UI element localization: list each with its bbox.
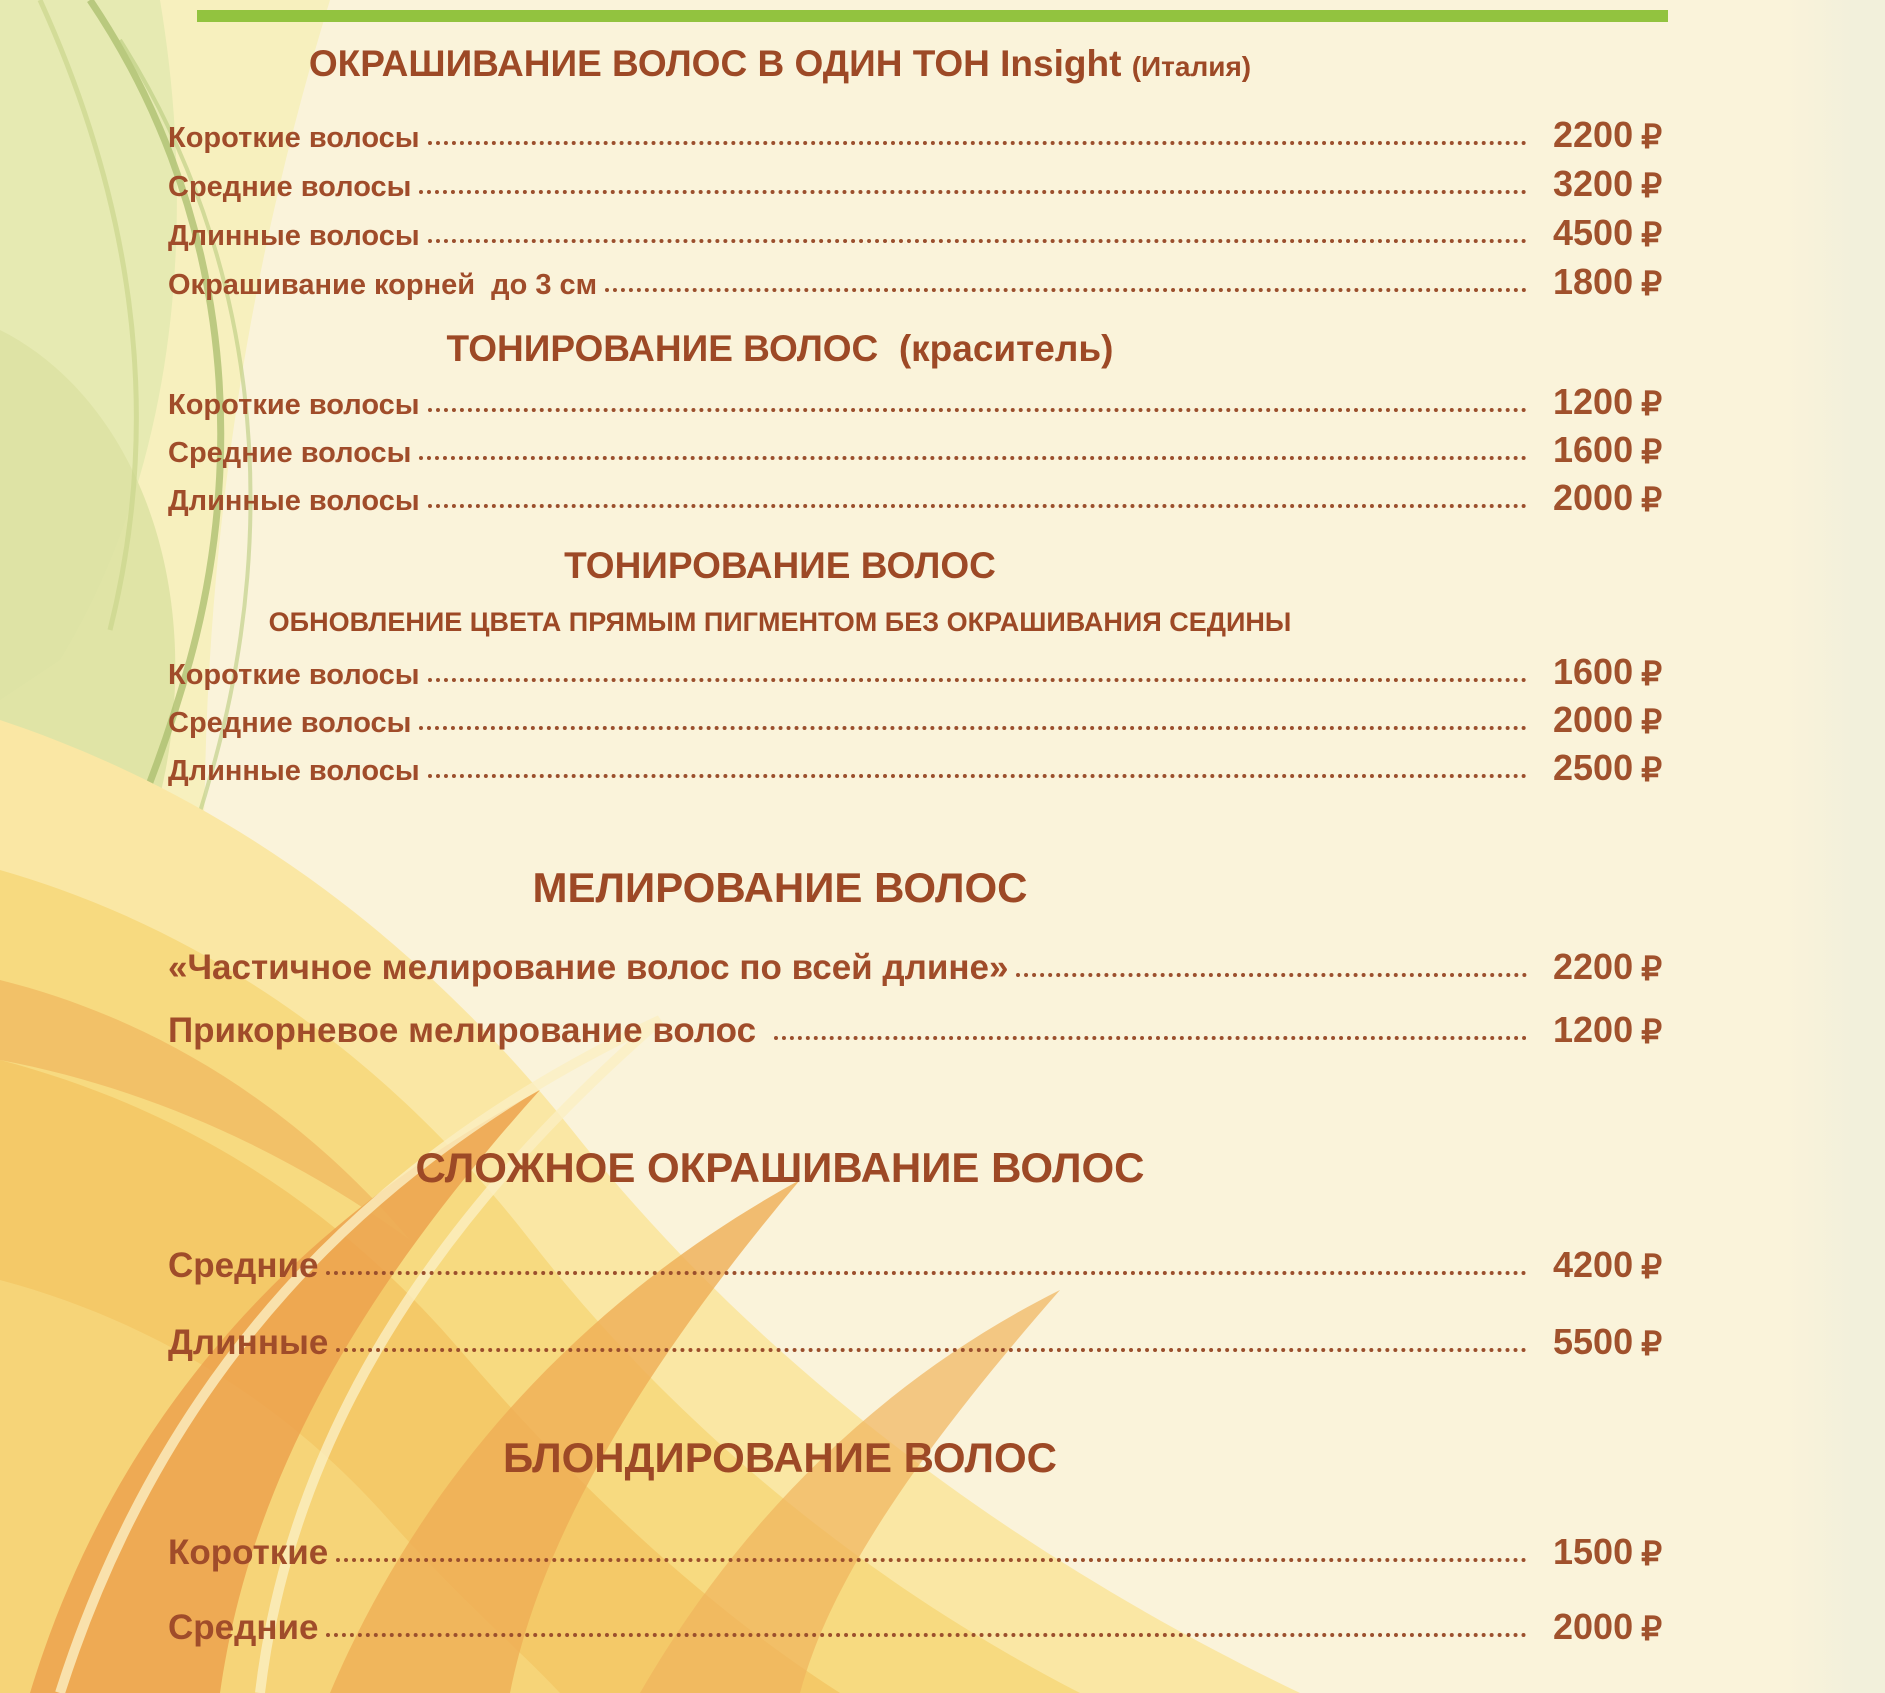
service-price (1553, 261, 1705, 302)
section-rows-one-tone-coloring (168, 104, 1705, 300)
ruble-sign: ₽ (1641, 385, 1663, 422)
price-value: 2200 (1553, 946, 1634, 987)
dot-leader (428, 774, 1527, 778)
price-row (168, 202, 1705, 251)
ruble-sign: ₽ (1641, 167, 1663, 204)
ruble-sign: ₽ (1641, 1013, 1663, 1050)
service-label: Средние волосы (168, 707, 412, 739)
price-row (168, 251, 1705, 300)
service-price (1553, 1009, 1705, 1050)
ruble-sign: ₽ (1641, 118, 1663, 155)
dot-leader (428, 408, 1527, 412)
price-value: 2500 (1553, 747, 1634, 788)
section-rows-toning-pigment (168, 642, 1705, 786)
ruble-sign: ₽ (1641, 950, 1663, 987)
service-price (1553, 699, 1705, 740)
dot-leader (419, 190, 1527, 194)
service-label: Прикорневое мелирование волос (168, 1011, 766, 1050)
price-row (168, 690, 1705, 738)
service-price (1553, 163, 1705, 204)
dot-leader (774, 1036, 1527, 1040)
dot-leader (1016, 973, 1527, 977)
price-row (168, 642, 1705, 690)
service-label: «Частичное мелирование волос по всей длине» (168, 948, 1009, 987)
price-value: 2000 (1553, 477, 1634, 518)
ruble-sign: ₽ (1641, 265, 1663, 302)
service-price (1553, 114, 1705, 155)
service-label: Длинные (168, 1323, 329, 1362)
service-price (1553, 1531, 1705, 1572)
service-label: Окрашивание корней до 3 см (168, 269, 598, 301)
dot-leader (428, 678, 1527, 682)
ruble-sign: ₽ (1641, 1610, 1663, 1647)
price-value: 1600 (1553, 429, 1634, 470)
section-subtitle-pigment: ОБНОВЛЕНИЕ ЦВЕТА ПРЯМЫМ ПИГМЕНТОМ БЕЗ ОКРАШИВАНИЯ СЕДИНЫ (268, 607, 1292, 637)
service-price (1553, 1606, 1705, 1647)
price-row (168, 1495, 1705, 1570)
section-rows-toning-dye (168, 372, 1705, 516)
service-label: Средние (168, 1608, 319, 1647)
price-row (168, 420, 1705, 468)
dot-leader (326, 1633, 1527, 1637)
dot-leader (605, 288, 1527, 292)
price-value: 4500 (1553, 212, 1634, 253)
section-title-toning-dye: ТОНИРОВАНИЕ ВОЛОС (краситель) (446, 328, 1114, 369)
service-label: Короткие волосы (168, 389, 420, 421)
price-row (168, 372, 1705, 420)
section-title-complex-coloring: СЛОЖНОЕ ОКРАШИВАНИЕ ВОЛОС (415, 1144, 1145, 1191)
ruble-sign: ₽ (1641, 1248, 1663, 1285)
section-title-text: ОКРАШИВАНИЕ ВОЛОС В ОДИН ТОН Insight (308, 43, 1122, 84)
service-price (1553, 1321, 1705, 1362)
section-title-note: (Италия) (1131, 51, 1252, 82)
price-row (168, 468, 1705, 516)
ruble-sign: ₽ (1641, 1535, 1663, 1572)
section-title-one-tone-coloring (0, 42, 1560, 86)
ruble-sign: ₽ (1641, 216, 1663, 253)
service-label: Короткие волосы (168, 122, 420, 154)
dot-leader (428, 504, 1527, 508)
service-label: Короткие (168, 1533, 329, 1572)
price-value: 2000 (1553, 699, 1634, 740)
dot-leader (428, 141, 1527, 145)
ruble-sign: ₽ (1641, 1325, 1663, 1362)
dot-leader (326, 1271, 1527, 1275)
dot-leader (428, 239, 1527, 243)
ruble-sign: ₽ (1641, 481, 1663, 518)
price-value: 1200 (1553, 381, 1634, 422)
price-value: 1800 (1553, 261, 1634, 302)
section-rows-blonding (168, 1495, 1705, 1645)
section-rows-highlighting (168, 922, 1705, 1048)
ruble-sign: ₽ (1641, 433, 1663, 470)
service-price (1553, 477, 1705, 518)
price-value: 4200 (1553, 1244, 1634, 1285)
service-label: Длинные волосы (168, 220, 420, 252)
service-price (1553, 1244, 1705, 1285)
price-row (168, 104, 1705, 153)
service-price (1553, 747, 1705, 788)
section-rows-complex-coloring (168, 1206, 1705, 1360)
service-label: Длинные волосы (168, 485, 420, 517)
price-value: 1200 (1553, 1009, 1634, 1050)
price-value: 2200 (1553, 114, 1634, 155)
price-row (168, 1570, 1705, 1645)
service-price (1553, 429, 1705, 470)
price-row (168, 1283, 1705, 1360)
service-label: Средние волосы (168, 171, 412, 203)
service-label: Средние волосы (168, 437, 412, 469)
price-value: 2000 (1553, 1606, 1634, 1647)
service-label: Средние (168, 1246, 319, 1285)
dot-leader (336, 1348, 1527, 1352)
section-title-blonding: БЛОНДИРОВАНИЕ ВОЛОС (503, 1434, 1057, 1481)
dot-leader (336, 1558, 1527, 1562)
price-row (168, 985, 1705, 1048)
service-label: Длинные волосы (168, 755, 420, 787)
service-price (1553, 946, 1705, 987)
price-row (168, 738, 1705, 786)
price-value: 5500 (1553, 1321, 1634, 1362)
dot-leader (419, 456, 1527, 460)
section-title-highlighting: МЕЛИРОВАНИЕ ВОЛОС (532, 864, 1028, 911)
service-price (1553, 212, 1705, 253)
price-row (168, 153, 1705, 202)
service-price (1553, 381, 1705, 422)
service-label: Короткие волосы (168, 659, 420, 691)
service-price (1553, 651, 1705, 692)
dot-leader (419, 726, 1527, 730)
ruble-sign: ₽ (1641, 703, 1663, 740)
ruble-sign: ₽ (1641, 655, 1663, 692)
price-value: 1500 (1553, 1531, 1634, 1572)
section-title-toning-pigment: ТОНИРОВАНИЕ ВОЛОС (564, 545, 996, 586)
price-row (168, 922, 1705, 985)
ruble-sign: ₽ (1641, 751, 1663, 788)
price-value: 3200 (1553, 163, 1634, 204)
price-row (168, 1206, 1705, 1283)
price-value: 1600 (1553, 651, 1634, 692)
